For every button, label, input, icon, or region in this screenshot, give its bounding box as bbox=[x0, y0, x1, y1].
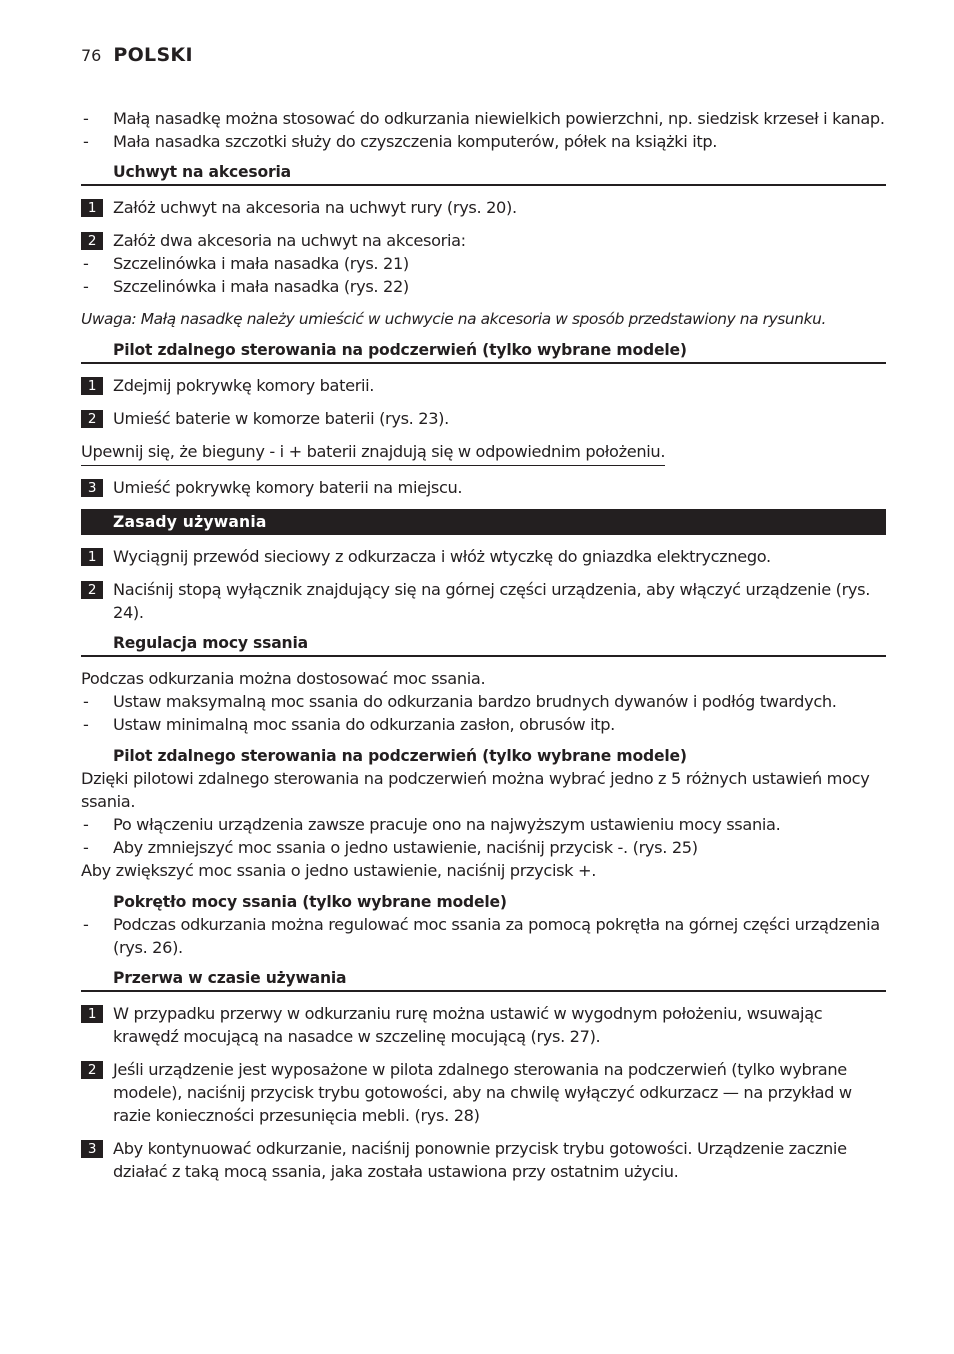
step-item bbox=[81, 1058, 886, 1127]
list-item: - Ustaw minimalną moc ssania do odkurzania zasłon, obrusów itp. bbox=[81, 713, 886, 736]
paragraph: Dzięki pilotowi zdalnego sterowania na podczerwień można wybrać jedno z 5 różnych ustawień mocy ssania. bbox=[81, 769, 870, 811]
step-text: Załóż dwa akcesoria na uchwyt na akcesoria: bbox=[113, 231, 466, 250]
subsection-heading-knob: Pokrętło mocy ssania (tylko wybrane modele) bbox=[113, 893, 507, 911]
section-heading-remote: Pilot zdalnego sterowania na podczerwień (tylko wybrane modele) bbox=[81, 339, 886, 364]
step-number: 2 bbox=[81, 410, 103, 428]
step-text: Jeśli urządzenie jest wyposażone w pilota zdalnego sterowania na podczerwień (tylko wybrane modele), naciśnij przycisk trybu gotowości, aby na chwilę wyłączyć odkurzacz — na przykład w razie konieczności przesunięcia mebli. (rys. 28) bbox=[113, 1060, 852, 1125]
step-item bbox=[81, 229, 886, 252]
subsection-heading-remote: Pilot zdalnego sterowania na podczerwień (tylko wybrane modele) bbox=[113, 747, 687, 765]
paragraph: Podczas odkurzania można dostosować moc ssania. bbox=[81, 669, 486, 688]
step-item bbox=[81, 1002, 886, 1048]
page-number: 76 bbox=[81, 46, 102, 65]
section-heading-holder: Uchwyt na akcesoria bbox=[81, 161, 886, 186]
list-item: - Szczelinówka i mała nasadka (rys. 22) bbox=[81, 275, 886, 298]
step-item bbox=[81, 578, 886, 624]
manual-page bbox=[81, 44, 886, 1193]
step-item bbox=[81, 374, 886, 397]
step-item bbox=[81, 196, 886, 219]
step-number: 1 bbox=[81, 377, 103, 395]
step-number: 2 bbox=[81, 232, 103, 250]
step-text: Umieść pokrywkę komory baterii na miejscu. bbox=[113, 478, 463, 497]
page-body bbox=[81, 107, 886, 1183]
list-item: - Po włączeniu urządzenia zawsze pracuje ono na najwyższym ustawieniu mocy ssania. bbox=[81, 813, 886, 836]
step-item bbox=[81, 545, 886, 568]
section-heading-pause: Przerwa w czasie używania bbox=[81, 967, 886, 992]
step-number: 3 bbox=[81, 1140, 103, 1158]
list-item: - Podczas odkurzania można regulować moc ssania za pomocą pokrętła na górnej części urządzenia (rys. 26). bbox=[81, 913, 886, 959]
list-item: - Aby zmniejszyć moc ssania o jedno ustawienie, naciśnij przycisk -. (rys. 25) bbox=[81, 836, 886, 859]
list-item: - Mała nasadka szczotki służy do czyszczenia komputerów, półek na książki itp. bbox=[81, 130, 886, 153]
list-item: - Ustaw maksymalną moc ssania do odkurzania bardzo brudnych dywanów i podłóg twardych. bbox=[81, 690, 886, 713]
list-item: - Szczelinówka i mała nasadka (rys. 21) bbox=[81, 252, 886, 275]
step-item bbox=[81, 476, 886, 499]
step-text: W przypadku przerwy w odkurzaniu rurę można ustawić w wygodnym położeniu, wsuwając krawędź mocującą na nasadce w szczelinę mocującą (rys. 27). bbox=[113, 1004, 823, 1046]
step-text: Wyciągnij przewód sieciowy z odkurzacza i włóż wtyczkę do gniazdka elektrycznego. bbox=[113, 547, 771, 566]
chapter-heading-usage: Zasady używania bbox=[81, 509, 886, 535]
step-item bbox=[81, 407, 886, 430]
step-item bbox=[81, 1137, 886, 1183]
step-text: Umieść baterie w komorze baterii (rys. 23). bbox=[113, 409, 449, 428]
warning-text: Upewnij się, że bieguny - i + baterii znajdują się w odpowiednim położeniu. bbox=[81, 440, 665, 466]
step-text: Aby kontynuować odkurzanie, naciśnij ponownie przycisk trybu gotowości. Urządzenie zacznie działać z taką mocą ssania, jaka została ustawiona przy ostatnim użyciu. bbox=[113, 1139, 847, 1181]
step-number: 3 bbox=[81, 479, 103, 497]
step-text: Załóż uchwyt na akcesoria na uchwyt rury (rys. 20). bbox=[113, 198, 517, 217]
list-item: - Małą nasadkę można stosować do odkurzania niewielkich powierzchni, np. siedzisk krzeseł i kanap. bbox=[81, 107, 886, 130]
step-text: Zdejmij pokrywkę komory baterii. bbox=[113, 376, 375, 395]
note-text: Uwaga: Małą nasadkę należy umieścić w uchwycie na akcesoria w sposób przedstawiony na rysunku. bbox=[81, 310, 826, 328]
page-header bbox=[81, 44, 886, 76]
step-number: 1 bbox=[81, 548, 103, 566]
paragraph: Aby zwiększyć moc ssania o jedno ustawienie, naciśnij przycisk +. bbox=[81, 861, 597, 880]
language-title: POLSKI bbox=[113, 44, 193, 66]
step-text: Naciśnij stopą wyłącznik znajdujący się na górnej części urządzenia, aby włączyć urządzenie (rys. 24). bbox=[113, 580, 870, 622]
section-heading-suction: Regulacja mocy ssania bbox=[81, 632, 886, 657]
step-number: 2 bbox=[81, 581, 103, 599]
step-number: 1 bbox=[81, 199, 103, 217]
step-number: 2 bbox=[81, 1061, 103, 1079]
step-number: 1 bbox=[81, 1005, 103, 1023]
